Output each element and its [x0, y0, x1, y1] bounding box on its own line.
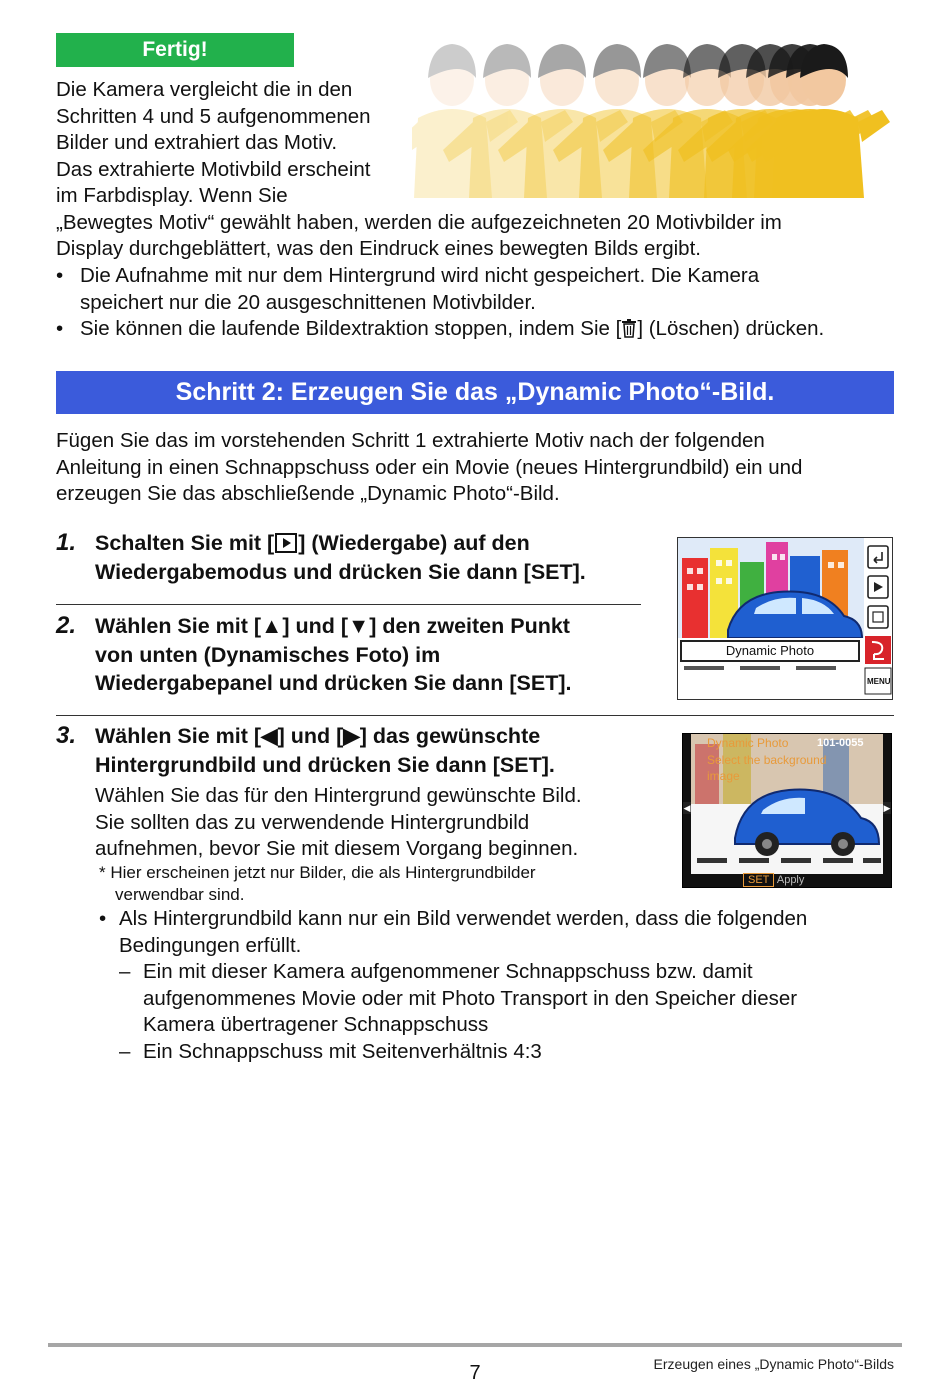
step-number: 1.: [56, 529, 77, 556]
dynamic-photo-menu-item[interactable]: Dynamic Photo: [680, 640, 860, 662]
page-number: 7: [469, 1362, 481, 1384]
trash-icon: [621, 318, 637, 338]
condition-item: – Ein Schnappschuss mit Seitenverhältnis 4:3: [119, 1040, 542, 1063]
intro-line: Bilder und extrahiert das Motiv.: [56, 131, 338, 154]
intro-paragraph: [56, 77, 782, 263]
step-divider: [56, 715, 894, 716]
footer-rule: [48, 1343, 902, 1347]
step-1-title: Schalten Sie mit [ ] (Wiedergabe) auf den Wiedergabemodus und drücken Sie dann [SET].: [95, 531, 586, 584]
file-number: 101-0055: [817, 737, 864, 749]
apply-hint: [743, 874, 804, 887]
background-drawing: [678, 538, 892, 699]
bullet-not-saved: • Die Aufnahme mit nur dem Hintergrund wird nicht gespeichert. Die Kamera speichert nur die 20 ausgeschnittenen Motivbilder.: [56, 264, 760, 314]
apply-label: Apply: [776, 874, 805, 886]
step-number: 3.: [56, 722, 77, 749]
condition-item: – Ein mit dieser Kamera aufgenommener Schnappschuss bzw. damit aufgenommenes Movie oder mit Photo Transport in den Speicher dieser Kamera übertragener Schnappschuss: [119, 960, 798, 1036]
prev-arrow-icon[interactable]: ◀: [683, 803, 691, 813]
intro-line: im Farbdisplay. Wenn Sie: [56, 184, 288, 207]
background-select-screen: [682, 733, 892, 888]
intro-line: Das extrahierte Motivbild erscheint: [56, 157, 371, 181]
section-intro: Fügen Sie das im vorstehenden Schritt 1 extrahierte Motiv nach der folgenden Anleitung in einen Schnappschuss oder ein Movie (neues Hintergrundbild) ein und erzeugen Sie das abschließende „Dynamic Photo“-Bild.: [56, 429, 803, 505]
step-divider: [56, 604, 641, 605]
step-3-title: Wählen Sie mit [◀] und [▶] das gewünschte Hintergrundbild und drücken Sie dann [SET].: [95, 724, 555, 777]
footer-title: Erzeugen eines „Dynamic Photo“-Bilds: [653, 1356, 894, 1372]
screen-title: Dynamic Photo: [707, 736, 789, 750]
intro-line: Die Kamera vergleicht die in den: [56, 78, 353, 101]
set-key: SET: [743, 873, 774, 887]
fertig-banner: Fertig!: [56, 33, 294, 67]
next-arrow-icon[interactable]: ▶: [883, 803, 891, 813]
intro-line: „Bewegtes Motiv“ gewählt haben, werden die aufgezeichneten 20 Motivbilder im: [56, 210, 782, 234]
play-icon: [275, 533, 297, 553]
intro-line: Schritten 4 und 5 aufgenommenen: [56, 104, 371, 128]
step-number: 2.: [56, 612, 77, 639]
section-header: Schritt 2: Erzeugen Sie das „Dynamic Photo“-Bild.: [56, 371, 894, 414]
menu-icon: MENU: [867, 677, 891, 686]
step-3-note: * Hier erscheinen jetzt nur Bilder, die als Hintergrundbilder verwendbar sind.: [99, 863, 536, 904]
intro-line: Display durchgeblättert, was den Eindruck eines bewegten Bilds ergibt.: [56, 237, 701, 260]
bullet-stop-extraction: • Sie können die laufende Bildextraktion stoppen, indem Sie [ ] (Löschen) drücken.: [56, 317, 825, 340]
step-2-title: Wählen Sie mit [▲] und [▼] den zweiten Punkt von unten (Dynamisches Foto) im Wiedergabepanel und drücken Sie dann [SET].: [95, 614, 572, 695]
playback-panel-screen: [677, 537, 893, 700]
select-background-hint: Select the background image: [707, 753, 827, 783]
bullet-conditions: • Als Hintergrundbild kann nur ein Bild verwendet werden, dass die folgenden Bedingungen erfüllt.: [99, 907, 808, 957]
step-3-body: Wählen Sie das für den Hintergrund gewünschte Bild. Sie sollten das zu verwendende Hintergrundbild aufnehmen, bevor Sie mit diesem Vorgang beginnen.: [95, 784, 582, 860]
